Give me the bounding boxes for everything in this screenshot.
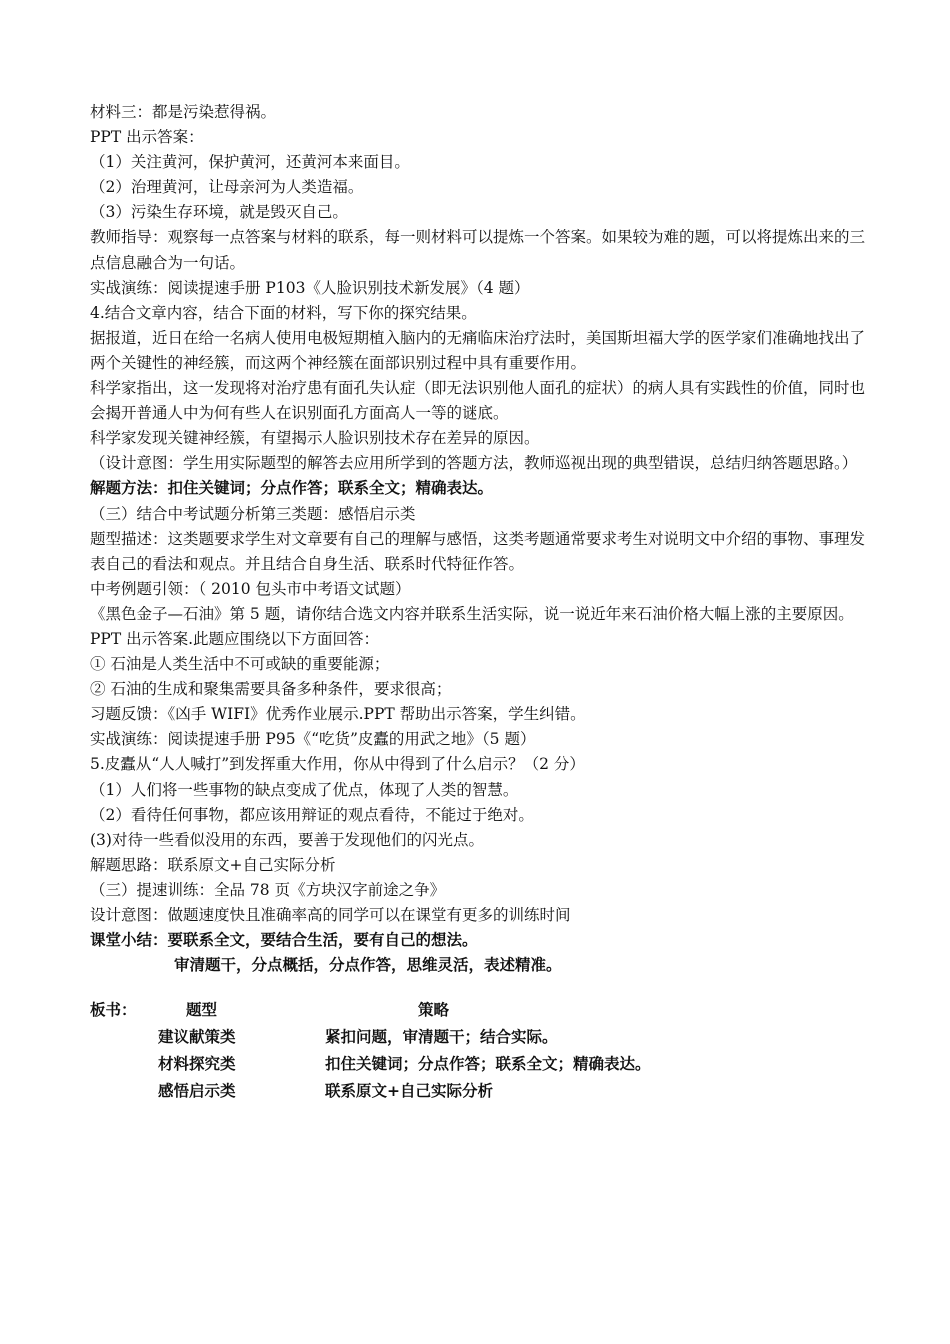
text-line: (3)对待一些看似没用的东西，要善于发现他们的闪光点。 — [90, 830, 484, 849]
text-line: 4.结合文章内容，结合下面的材料，写下你的探究结果。 — [90, 303, 477, 322]
text-line: ① 石油是人类生活中不可或缺的重要能源； — [90, 655, 390, 674]
text-line: PPT 出示答案： — [90, 128, 204, 147]
text-line: 设计意图：做题速度快且准确率高的同学可以在课堂有更多的训练时间 — [90, 906, 571, 924]
board-type: 建议献策类 — [158, 1028, 236, 1047]
text-line: 实战演练：阅读提速手册 P95《“吃货”皮蠹的用武之地》（5 题） — [90, 730, 536, 749]
board-strategy: 联系原文+自己实际分析 — [325, 1082, 493, 1101]
text-line: PPT 出示答案.此题应围绕以下方面回答： — [90, 629, 380, 648]
section-heading: （三）提速训练：全品 78 页《方块汉字前途之争》 — [90, 880, 446, 899]
text-line: 解题思路：联系原文+自己实际分析 — [90, 855, 336, 874]
board-label: 板书： — [90, 1001, 137, 1020]
text-line: 科学家发现关键神经簇，有望揭示人脸识别技术存在差异的原因。 — [90, 429, 540, 448]
method-heading: 解题方法：扣住关键词；分点作答；联系全文；精确表达。 — [90, 479, 494, 498]
text-line: 材料三：都是污染惹得祸。 — [90, 103, 277, 121]
board-strategy: 扣住关键词；分点作答；联系全文；精确表达。 — [325, 1055, 651, 1074]
text-line: 中考例题引领：（ 2010 包头市中考语文试题） — [90, 579, 411, 598]
paragraph: 《黑色金子—石油》第 5 题，请你结合选文内容并联系生活实际，说一说近年来石油价格大幅上涨的主要原因。 — [90, 604, 854, 623]
paragraph: 教师指导：观察每一点答案与材料的联系，每一则材料可以提炼一个答案。如果较为难的题，可以将提炼出来的三点信息融合为一句话。 — [90, 228, 866, 272]
text-line: ② 石油的生成和聚集需要具备多种条件，要求很高； — [90, 680, 452, 699]
summary-line: 审清题干，分点概括，分点作答，思维灵活，表述精准。 — [174, 956, 562, 975]
board-col2-header: 策略 — [418, 1001, 450, 1020]
text-line: （2）看待任何事物，都应该用辩证的观点看待，不能过于绝对。 — [90, 805, 534, 824]
paragraph: （设计意图：学生用实际题型的解答去应用所学到的答题方法，教师巡视出现的典型错误，总结归纳答题思路。） — [90, 454, 858, 473]
text-line: 实战演练：阅读提速手册 P103《人脸识别技术新发展》（4 题） — [90, 278, 530, 297]
paragraph: 据报道，近日在给一名病人使用电极短期植入脑内的无痛临床治疗法时，美国斯坦福大学的医学家们准确地找出了两个关键性的神经簇，而这两个神经簇在面部识别过程中具有重要作用。 — [90, 328, 866, 372]
board-header — [90, 998, 870, 1025]
summary-heading: 课堂小结：要联系全文，要结合生活，要有自己的想法。 — [90, 931, 478, 950]
text-line: 习题反馈：《凶手 WIFI》优秀作业展示.PPT 帮助出示答案，学生纠错。 — [90, 705, 586, 724]
board-type: 感悟启示类 — [158, 1082, 236, 1101]
board-type: 材料探究类 — [158, 1055, 236, 1074]
paragraph: 科学家指出，这一发现将对治疗患有面孔失认症（即无法识别他人面孔的症状）的病人具有实践性的价值，同时也会揭开普通人中为何有些人在识别面孔方面高人一等的谜底。 — [90, 379, 866, 423]
section-heading: （三）结合中考试题分析第三类题：感悟启示类 — [90, 504, 416, 523]
board-row — [90, 1025, 870, 1052]
text-line: （1）人们将一些事物的缺点变成了优点，体现了人类的智慧。 — [90, 780, 519, 799]
board-col1-header: 题型 — [186, 1001, 218, 1020]
board-strategy: 紧扣问题，审清题干；结合实际。 — [325, 1028, 558, 1047]
text-line: （2）治理黄河，让母亲河为人类造福。 — [90, 178, 364, 197]
document-page — [90, 100, 870, 1106]
board-row — [90, 1052, 870, 1079]
text-line: （3）污染生存环境，就是毁灭自己。 — [90, 203, 348, 222]
board-row — [90, 1079, 870, 1106]
text-line: （1）关注黄河，保护黄河，还黄河本来面目。 — [90, 153, 410, 172]
paragraph: 题型描述：这类题要求学生对文章要有自己的理解与感悟，这类考题通常要求考生对说明文中介绍的事物、事理发表自己的看法和观点。并且结合自身生活、联系时代特征作答。 — [90, 529, 866, 573]
text-line: 5.皮蠹从“人人喊打”到发挥重大作用，你从中得到了什么启示？（2 分） — [90, 755, 585, 774]
